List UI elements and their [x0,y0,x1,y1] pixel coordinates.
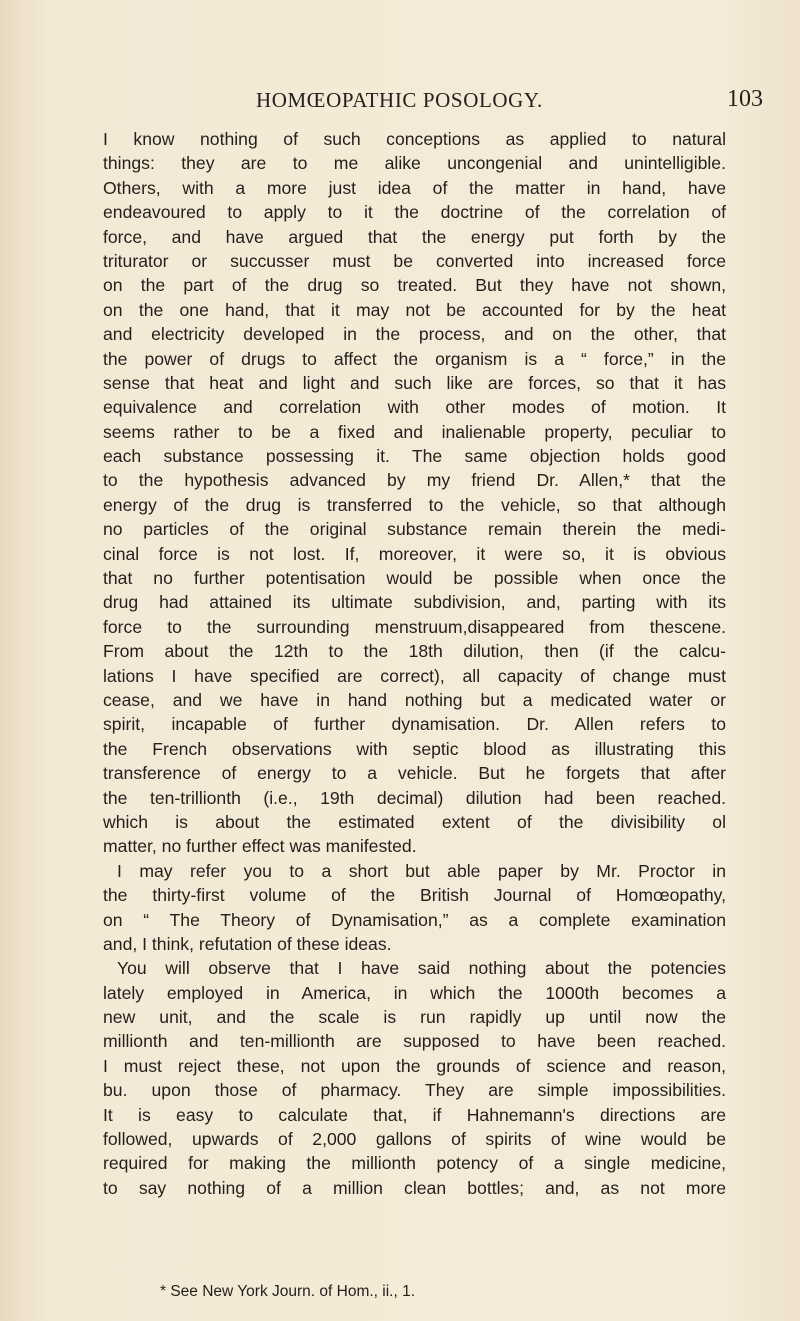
text-line: matter, no further effect was manifested. [103,836,417,857]
text-line: on the one hand, that it may not be accounted for by the heat [103,299,726,320]
text-line: bu. upon those of pharmacy. They are simple impossibilities. [103,1080,726,1101]
text-line: that no further potentisation would be possible when once the [103,568,726,589]
text-line: Others, with a more just idea of the matter in hand, have [103,177,726,198]
text-line: each substance possessing it. The same objection holds good [103,446,726,467]
text-line: energy of the drug is transferred to the vehicle, so that although [103,494,726,515]
text-line: followed, upwards of 2,000 gallons of spirits of wine would be [103,1129,726,1150]
text-line: cinal force is not lost. If, moreover, it were so, it is obvious [103,543,726,564]
text-line: the thirty-first volume of the British Journal of Homœopathy, [103,885,726,906]
text-line: the power of drugs to affect the organism is a “ force,” in the [103,348,726,369]
text-line: lately employed in America, in which the 1000th becomes a [103,982,726,1003]
text-line: transference of energy to a vehicle. But he forgets that after [103,763,726,784]
text-line: no particles of the original substance remain therein the medi- [103,519,726,540]
text-line: It is easy to calculate that, if Hahnemann's directions are [103,1104,726,1125]
text-line: seems rather to be a fixed and inalienable property, peculiar to [103,421,726,442]
footnote: * See New York Journ. of Hom., ii., 1. [160,1283,416,1300]
text-line: drug had attained its ultimate subdivision, and, parting with its [103,592,726,613]
text-line: force to the surrounding menstruum,disappeared from thescene. [103,616,726,637]
text-line: on the part of the drug so treated. But they have not shown, [103,275,726,296]
text-line: equivalence and correlation with other modes of motion. It [103,397,726,418]
text-line: new unit, and the scale is run rapidly up until now the [103,1007,726,1028]
text-line: to the hypothesis advanced by my friend Dr. Allen,* that the [103,470,726,491]
text-line: things: they are to me alike uncongenial and unintelligible. [103,153,726,174]
text-line: the French observations with septic blood as illustrating this [103,738,726,759]
text-line: I must reject these, not upon the grounds of science and reason, [103,1055,726,1076]
text-line: lations I have specified are correct), all capacity of change must [103,665,726,686]
text-line: force, and have argued that the energy put forth by the [103,226,726,247]
text-line: and, I think, refutation of these ideas. [103,933,392,954]
body-text [103,127,726,1200]
text-line: required for making the millionth potency of a single medicine, [103,1153,726,1174]
text-line: on “ The Theory of Dynamisation,” as a complete examination [103,909,726,930]
text-line: and electricity developed in the process, and on the other, that [103,324,726,345]
text-line: which is about the estimated extent of the divisibility ol [103,811,726,832]
text-line: spirit, incapable of further dynamisation. Dr. Allen refers to [103,714,726,735]
text-line: triturator or succusser must be converted into increased force [103,250,726,271]
text-line: to say nothing of a million clean bottles; and, as not more [103,1177,726,1198]
running-head: HOMŒOPATHIC POSOLOGY. [256,88,543,112]
text-line: From about the 12th to the 18th dilution, then (if the calcu- [103,641,726,662]
text-line: the ten-trillionth (i.e., 19th decimal) dilution had been reached. [103,787,726,808]
text-line: millionth and ten-millionth are supposed to have been reached. [103,1031,726,1052]
text-line: I may refer you to a short but able paper by Mr. Proctor in [117,860,726,881]
text-line: cease, and we have in hand nothing but a medicated water or [103,689,726,710]
text-line: I know nothing of such conceptions as applied to natural [103,129,726,149]
text-line: endeavoured to apply to it the doctrine of the correlation of [103,202,726,223]
text-line: You will observe that I have said nothing about the potencies [117,958,726,979]
text-line: sense that heat and light and such like are forces, so that it has [103,372,726,393]
page-number: 103 [727,86,763,112]
